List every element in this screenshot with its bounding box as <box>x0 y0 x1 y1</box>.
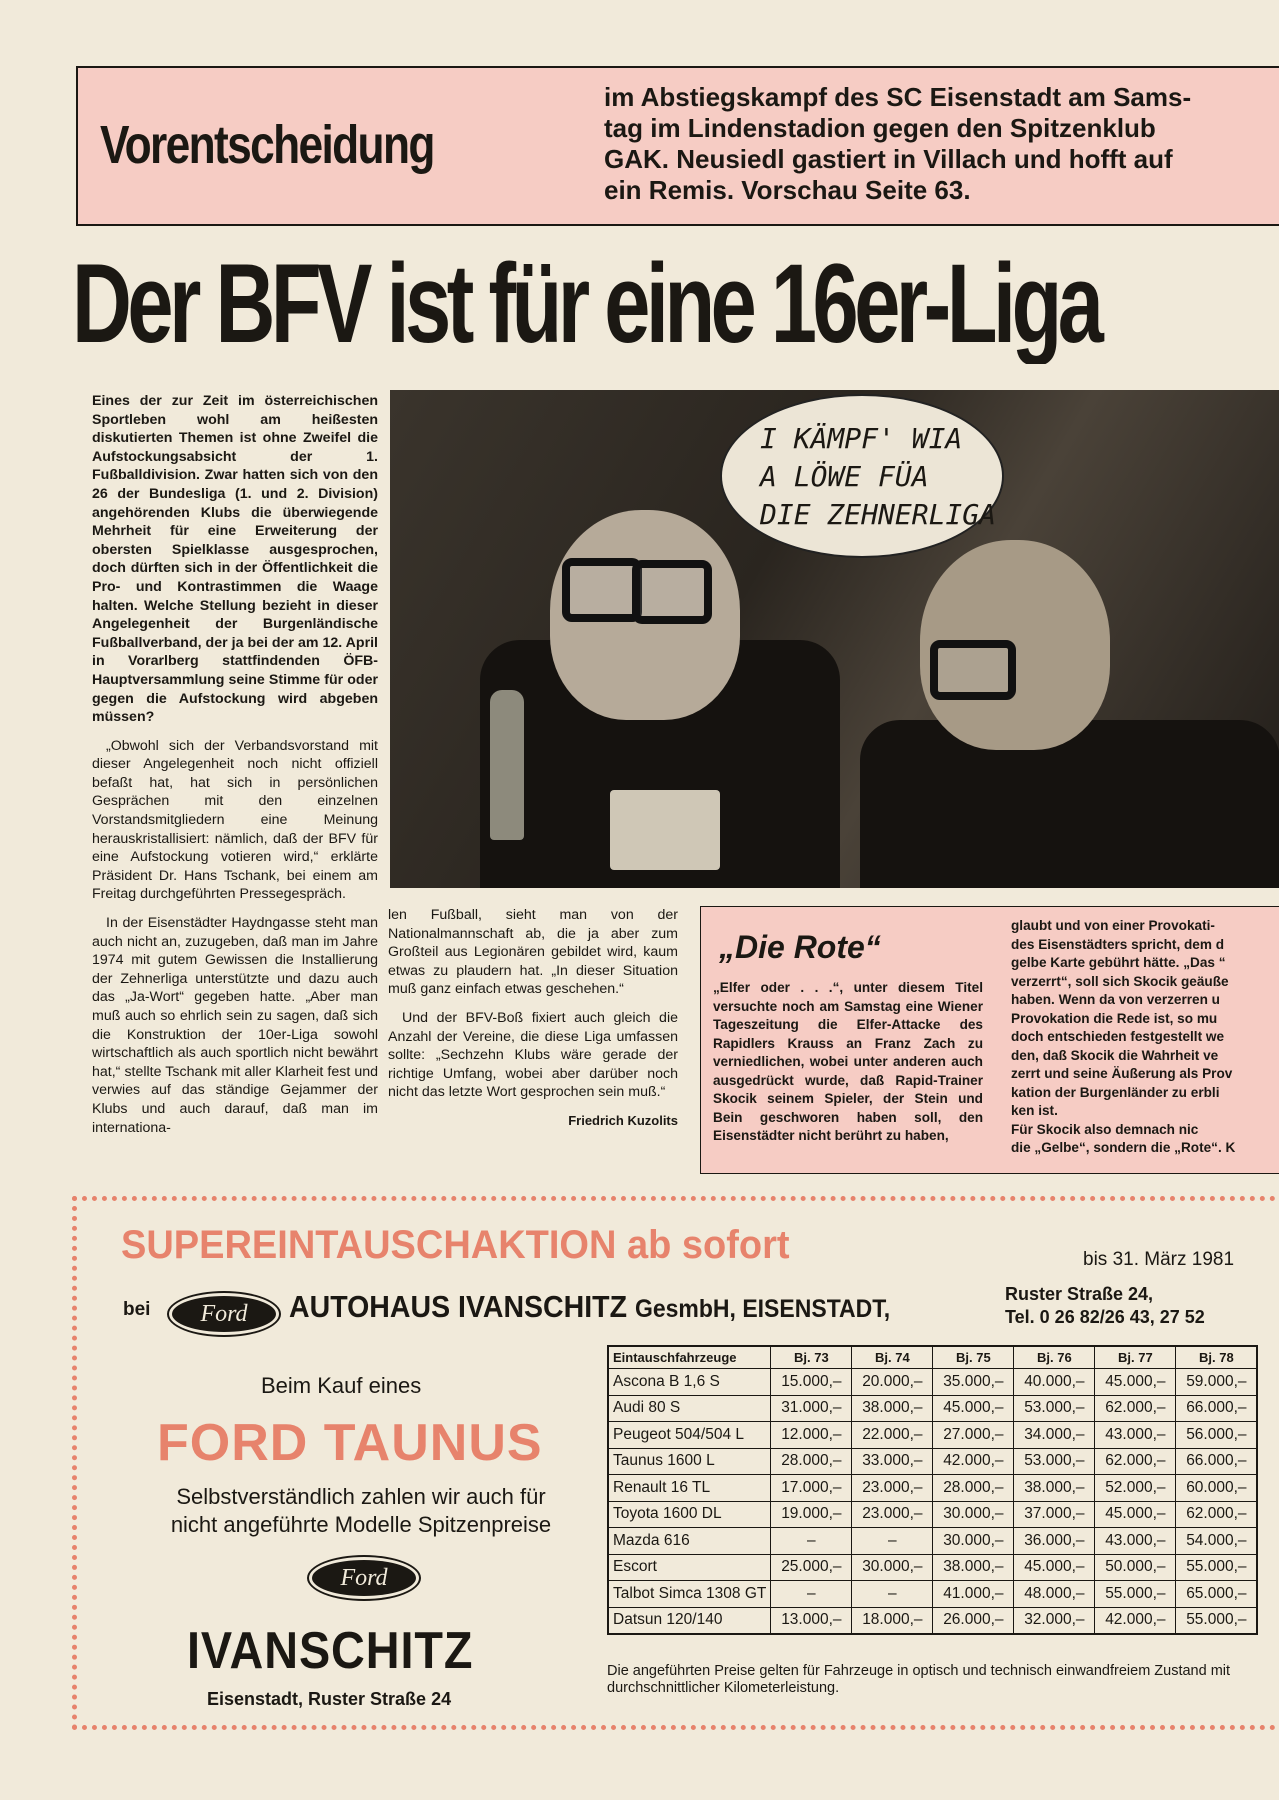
article-paragraph: In der Eisenstädter Haydngasse steht man auch nicht an, zuzugeben, daß man im Jahre 1974 mit gutem Gewissen die Installierung der Zehnerliga unterstützte und dazu auch das „Ja-Wort“ gegeben hatte. „Aber man muß auch so ehrlich sein zu sagen, daß sich die Konstruktion der 10er-Liga sowohl wirtschaftlich als auch sportlich nicht bewährt hat,“ stellte Tschank mit aller Klarheit fest und verwies auf das ständige Gejammer der Klubs und auch darauf, daß man im internationa- <box>92 915 378 1136</box>
price-cell: 20.000,– <box>852 1369 933 1396</box>
price-cell: 28.000,– <box>771 1448 852 1475</box>
table-row <box>608 1528 1257 1555</box>
bubble-line: DIE ZEHNERLIGA <box>760 498 997 531</box>
price-cell: 30.000,– <box>933 1501 1014 1528</box>
price-cell: 54.000,– <box>1176 1528 1258 1555</box>
ford-logo: Ford <box>309 1557 419 1599</box>
article-column-1 <box>92 392 378 1147</box>
price-cell: 25.000,– <box>771 1554 852 1581</box>
die-rote-line: die „Gelbe“, sondern die „Rote“. K <box>1011 1140 1236 1155</box>
die-rote-line: des Eisenstädters spricht, dem d <box>1011 936 1225 952</box>
person-1-glasses-left <box>562 558 642 622</box>
person-2-suit <box>860 720 1279 888</box>
price-table-header <box>608 1346 1257 1369</box>
vehicle-model-cell: Ascona B 1,6 S <box>608 1369 771 1396</box>
price-cell: 62.000,– <box>1095 1448 1176 1475</box>
price-cell: 38.000,– <box>933 1554 1014 1581</box>
autohaus-ad <box>72 1196 1279 1730</box>
ad-bei: bei <box>123 1299 151 1320</box>
die-rote-line: glaubt und von einer Provokati- <box>1011 918 1215 933</box>
price-cell: – <box>771 1581 852 1608</box>
die-rote-column-1: „Elfer oder . . .“, unter diesem Titel versuchte noch am Samstag eine Wiener Tageszeitung die Elfer-Attacke des Rapidlers Krauss an Franz Zach zu verniedlichen, wobei unter anderen auch ausgedrückt wurde, daß Rapid-Trainer Skocik seinem Spieler, der Stein und Bein geschworen haben soll, den Eisenstädter nicht berührt zu haben, <box>713 980 983 1143</box>
vehicle-model-cell: Talbot Simca 1308 GT <box>608 1581 771 1608</box>
price-cell: 34.000,– <box>1014 1422 1095 1449</box>
article-column-2 <box>388 906 678 1131</box>
price-cell: 53.000,– <box>1014 1448 1095 1475</box>
price-cell: – <box>771 1528 852 1555</box>
die-rote-column-2 <box>1011 917 1279 1158</box>
ford-logo: Ford <box>169 1293 279 1335</box>
vehicle-model-cell: Taunus 1600 L <box>608 1448 771 1475</box>
bubble-line: A LÖWE FÜA <box>760 460 929 493</box>
price-cell: 55.000,– <box>1176 1607 1258 1634</box>
article-paragraph: len Fußball, sieht man von der Nationalmannschaft ab, die ja aber zum Großteil aus Legionären gebildet wird, kaum etwas zu plaudern hat. „In dieser Situation muß ganz einfach etwas geschehen.“ <box>388 907 678 998</box>
price-table-header-cell: Bj. 74 <box>852 1346 933 1369</box>
price-cell: 43.000,– <box>1095 1528 1176 1555</box>
price-table-header-cell: Bj. 77 <box>1095 1346 1176 1369</box>
ad-autohaus <box>289 1289 890 1325</box>
price-table-header-cell: Bj. 76 <box>1014 1346 1095 1369</box>
price-cell: 60.000,– <box>1176 1475 1258 1502</box>
price-cell: 36.000,– <box>1014 1528 1095 1555</box>
die-rote-line: gelbe Karte gebührt hätte. „Das “ <box>1011 955 1226 970</box>
table-row <box>608 1448 1257 1475</box>
price-cell: 42.000,– <box>1095 1607 1176 1634</box>
price-cell: 66.000,– <box>1176 1395 1258 1422</box>
die-rote-box <box>700 906 1279 1174</box>
die-rote-title: „Die Rote“ <box>719 929 881 965</box>
price-cell: 55.000,– <box>1095 1581 1176 1608</box>
ad-address-line: Ruster Straße 24, <box>1005 1284 1154 1304</box>
price-cell: 41.000,– <box>933 1581 1014 1608</box>
price-cell: 26.000,– <box>933 1607 1014 1634</box>
price-cell: 59.000,– <box>1176 1369 1258 1396</box>
article-paragraph: Und der BFV-Boß fixiert auch gleich die Anzahl der Vereine, die diese Liga umfassen sollte: „Sechzehn Klubs wäre gerade der richtige Umfang, wobei aber darüber noch nicht das letzte Wort gesprochen sein muß.“ <box>388 1009 678 1101</box>
price-cell: 45.000,– <box>1095 1501 1176 1528</box>
table-card <box>610 790 720 870</box>
headline: Der BFV ist für eine 16er-Liga <box>72 244 1100 364</box>
die-rote-line: zerrt und seine Äußerung als Prov <box>1011 1066 1233 1081</box>
price-table-header-cell: Bj. 75 <box>933 1346 1014 1369</box>
price-cell: 12.000,– <box>771 1422 852 1449</box>
price-cell: 31.000,– <box>771 1395 852 1422</box>
price-cell: 38.000,– <box>852 1395 933 1422</box>
price-table-header-cell: Bj. 78 <box>1176 1346 1258 1369</box>
table-row <box>608 1554 1257 1581</box>
price-cell: 35.000,– <box>933 1369 1014 1396</box>
price-cell: 22.000,– <box>852 1422 933 1449</box>
ad-selbst-line: nicht angeführte Modelle Spitzenpreise <box>170 1512 552 1537</box>
price-table-header-cell: Bj. 73 <box>771 1346 852 1369</box>
price-cell: 45.000,– <box>933 1395 1014 1422</box>
price-cell: 17.000,– <box>771 1475 852 1502</box>
teaser-line: im Abstiegskampf des SC Eisenstadt am Sams- <box>604 82 1192 112</box>
price-cell: 62.000,– <box>1176 1501 1258 1528</box>
die-rote-line: verzerrt“, soll sich Skocik geäuße <box>1011 973 1229 989</box>
ad-autohaus-name: AUTOHAUS IVANSCHITZ <box>289 1289 628 1324</box>
price-cell: 48.000,– <box>1014 1581 1095 1608</box>
ad-model: FORD TAUNUS <box>157 1414 543 1472</box>
price-cell: 66.000,– <box>1176 1448 1258 1475</box>
teaser-line: tag im Lindenstadion gegen den Spitzenklub <box>604 113 1156 143</box>
price-cell: – <box>852 1528 933 1555</box>
vehicle-model-cell: Datsun 120/140 <box>608 1607 771 1634</box>
bottle <box>490 690 524 840</box>
person-1-glasses-right <box>632 560 712 624</box>
price-cell: – <box>852 1581 933 1608</box>
table-row <box>608 1607 1257 1634</box>
price-cell: 37.000,– <box>1014 1501 1095 1528</box>
price-cell: 40.000,– <box>1014 1369 1095 1396</box>
price-cell: 38.000,– <box>1014 1475 1095 1502</box>
teaser-line: GAK. Neusiedl gastiert in Villach und hofft auf <box>604 144 1173 174</box>
price-cell: 43.000,– <box>1095 1422 1176 1449</box>
table-row <box>608 1369 1257 1396</box>
teaser-line: ein Remis. Vorschau Seite 63. <box>604 175 971 205</box>
die-rote-line: Provokation die Rede ist, so mu <box>1011 1010 1218 1026</box>
price-cell: 45.000,– <box>1095 1369 1176 1396</box>
price-cell: 45.000,– <box>1014 1554 1095 1581</box>
person-2-glasses <box>930 640 1016 700</box>
table-row <box>608 1501 1257 1528</box>
price-cell: 33.000,– <box>852 1448 933 1475</box>
ad-date: bis 31. März 1981 <box>1083 1249 1235 1270</box>
article-lead: Eines der zur Zeit im österreichischen Sportleben wohl am heißesten diskutierten Themen ist ohne Zweifel die Aufstockungsabsicht der 1. Fußballdivision. Zwar hatten sich von den 26 der Bundesliga (1. und 2. Division) angehörenden Klubs die überwiegende Mehrheit für eine Erweiterung der obersten Spielklasse ausgesprochen, doch dürften sich in der Öffentlichkeit die Pro- und Kontrastimmen die Waage halten. Welche Stellung bezieht in dieser Angelegenheit der Burgenländische Fußballverband, der ja bei der am 12. April in Vorarlberg stattfindenden ÖFB-Hauptversammlung seine Stimme für oder gegen die Aufstockung wird abgeben müssen? <box>92 393 378 726</box>
ad-autohaus-suffix: GesmbH, EISENSTADT, <box>634 1295 891 1323</box>
table-row <box>608 1422 1257 1449</box>
price-cell: 30.000,– <box>933 1528 1014 1555</box>
price-cell: 23.000,– <box>852 1475 933 1502</box>
vehicle-model-cell: Escort <box>608 1554 771 1581</box>
price-cell: 32.000,– <box>1014 1607 1095 1634</box>
speech-bubble-text <box>760 420 1000 534</box>
price-cell: 30.000,– <box>852 1554 933 1581</box>
die-rote-line: den, daß Skocik die Wahrheit ve <box>1011 1047 1219 1063</box>
ad-footnote: Die angeführten Preise gelten für Fahrzeuge in optisch und technisch einwandfreiem Zustand mit durchschnittlicher Kilometerleistung. <box>607 1663 1231 1696</box>
ad-address <box>1005 1283 1205 1329</box>
table-row <box>608 1395 1257 1422</box>
price-cell: 42.000,– <box>933 1448 1014 1475</box>
teaser-title: Vorentscheidung <box>100 115 434 175</box>
price-cell: 52.000,– <box>1095 1475 1176 1502</box>
teaser-box <box>76 66 1279 226</box>
vehicle-model-cell: Toyota 1600 DL <box>608 1501 771 1528</box>
price-cell: 13.000,– <box>771 1607 852 1634</box>
price-table <box>607 1345 1258 1635</box>
ad-dealer: IVANSCHITZ <box>187 1622 474 1680</box>
bubble-line: I KÄMPF' WIA <box>760 422 963 455</box>
vehicle-model-cell: Audi 80 S <box>608 1395 771 1422</box>
ad-selbst-line: Selbstverständlich zahlen wir auch für <box>176 1484 546 1509</box>
ad-headline: SUPEREINTAUSCHAKTION ab sofort <box>121 1223 790 1267</box>
die-rote-line: kation der Burgenländer zu erbli <box>1011 1084 1220 1100</box>
price-cell: 19.000,– <box>771 1501 852 1528</box>
vehicle-model-cell: Peugeot 504/504 L <box>608 1422 771 1449</box>
die-rote-line: ken ist. <box>1011 1103 1058 1118</box>
ad-beim-kauf: Beim Kauf eines <box>261 1373 422 1398</box>
price-cell: 23.000,– <box>852 1501 933 1528</box>
price-cell: 27.000,– <box>933 1422 1014 1449</box>
price-cell: 53.000,– <box>1014 1395 1095 1422</box>
table-row <box>608 1475 1257 1502</box>
price-cell: 62.000,– <box>1095 1395 1176 1422</box>
vehicle-model-cell: Mazda 616 <box>608 1528 771 1555</box>
price-cell: 28.000,– <box>933 1475 1014 1502</box>
price-cell: 65.000,– <box>1176 1581 1258 1608</box>
author: Friedrich Kuzolits <box>568 1112 678 1128</box>
die-rote-line: doch entschieden festgestellt we <box>1011 1029 1225 1044</box>
price-cell: 18.000,– <box>852 1607 933 1634</box>
price-cell: 15.000,– <box>771 1369 852 1396</box>
price-cell: 55.000,– <box>1176 1554 1258 1581</box>
ad-selbst <box>131 1483 591 1539</box>
ad-dealer-address: Eisenstadt, Ruster Straße 24 <box>207 1689 452 1709</box>
price-cell: 50.000,– <box>1095 1554 1176 1581</box>
press-photo <box>390 390 1279 888</box>
ad-phone-line: Tel. 0 26 82/26 43, 27 52 <box>1005 1307 1205 1327</box>
table-row <box>608 1581 1257 1608</box>
die-rote-line: haben. Wenn da von verzerren u <box>1011 992 1220 1007</box>
article-paragraph: „Obwohl sich der Verbandsvorstand mit dieser Angelegenheit noch nicht offiziell befaßt hat, hat sich in persönlichen Gesprächen mit den einzelnen Vorstandsmitgliedern eine Meinung herauskristallisiert: nämlich, daß der BFV für eine Aufstockung votieren wird,“ erklärte Präsident Dr. Hans Tschank, bei einem am Freitag durchgeführten Pressegespräch. <box>92 737 378 903</box>
vehicle-model-cell: Renault 16 TL <box>608 1475 771 1502</box>
die-rote-line: Für Skocik also demnach nic <box>1011 1121 1199 1137</box>
price-cell: 56.000,– <box>1176 1422 1258 1449</box>
teaser-text <box>604 82 1279 206</box>
price-table-header-cell: Eintauschfahrzeuge <box>608 1346 771 1369</box>
